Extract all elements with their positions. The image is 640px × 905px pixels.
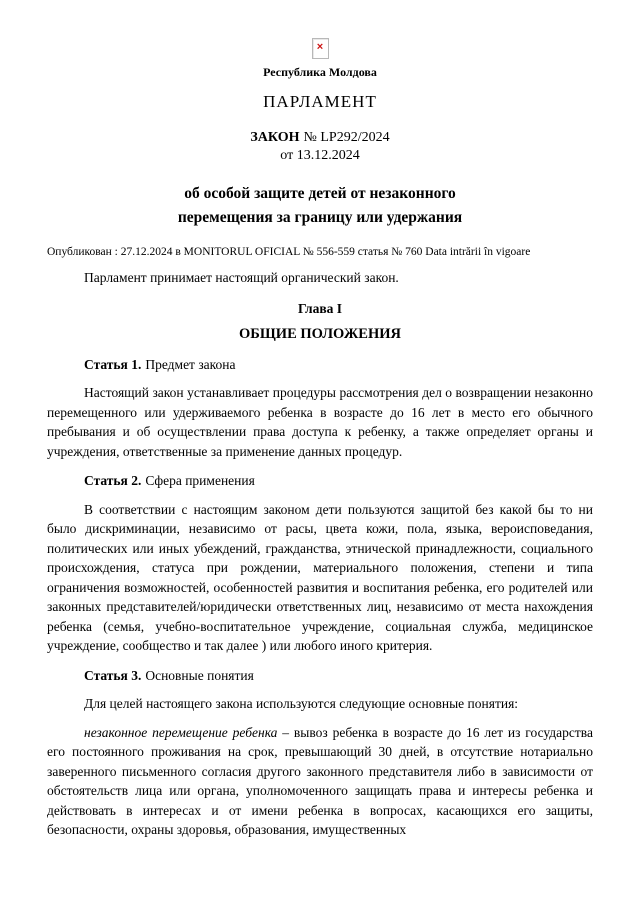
document-title-line2: перемещения за границу или удержания	[177, 209, 463, 226]
broken-image-icon	[312, 38, 329, 59]
chapter-title: ОБЩИЕ ПОЛОЖЕНИЯ	[239, 326, 401, 342]
article-1-title: Предмет закона	[145, 356, 236, 372]
article-3-heading	[47, 666, 593, 686]
article-1-label: Статья 1.	[84, 356, 142, 372]
article-2-title: Сфера применения	[145, 473, 255, 488]
article-2-body: В соответствии с настоящим законом дети пользуются защитой без какой бы то ни было дискриминации, независимо от расы, цвета кожи, пола, языка, вероисповедания, политических или иных убеждений, гражданства, этнической принадлежности, социального происхождения, статуса при рождении, материального положения, степени и типа ограничения возможностей, особенностей развития и воспитания ребенка, его родителей или законных представителей/юридически ответственных лиц, независимо от места нахождения ребенка (семья, учебно-воспитательное учреждение, социальная служба, медицинское учреждение, сообщество и так далее ) или любого иного критерия.	[47, 501, 593, 653]
article-3-title: Основные понятия	[145, 667, 254, 683]
law-label: ЗАКОН	[250, 130, 300, 145]
definition-term: незаконное перемещение ребенка	[84, 724, 278, 740]
law-date: от 13.12.2024	[280, 148, 360, 163]
law-number: № LP292/2024	[303, 130, 390, 145]
intro-paragraph: Парламент принимает настоящий органический закон.	[84, 270, 399, 285]
document-title-line1: об особой защите детей от незаконного	[184, 185, 456, 202]
broken-image-x-glyph: ×	[316, 41, 324, 53]
law-number-line	[47, 129, 593, 147]
definition-paragraph	[47, 723, 593, 840]
article-2-label: Статья 2.	[84, 473, 142, 488]
country-label: Республика Молдова	[263, 65, 377, 79]
institution-title: ПАРЛАМЕНТ	[263, 92, 377, 111]
definition-text: – вывоз ребенка в возрасте до 16 лет из государства его постоянного проживания на срок, превышающий 30 дней, в отсутствие нотариально заверенного письменного согласия другого законного представителя либо в зависимости от обстоятельств лица или органа, уполномоченного защищать права и интересы ребенка и действовать в интересах и от имени ребенка в вопросах, касающихся его защиты, безопасности, охраны здоровья, образования, имущественных	[47, 724, 593, 837]
article-3-label: Статья 3.	[84, 667, 142, 683]
publication-line: Опубликован : 27.12.2024 в MONITORUL OFICIAL № 556-559 статья № 760 Data intrării în vigoare	[47, 246, 531, 258]
document-title	[47, 182, 593, 230]
article-1-body: Настоящий закон устанавливает процедуры рассмотрения дел о возвращении незаконно перемещенного или удерживаемого ребенка в возрасте до 16 лет в место его обычного пребывания и об осуществлении права доступа к ребенку, а также определяет органы и учреждения, ответственные за применение данных процедур.	[47, 385, 593, 459]
article-2-heading	[47, 471, 593, 491]
article-1-heading	[47, 355, 593, 375]
article-3-body: Для целей настоящего закона используются следующие основные понятия:	[84, 696, 519, 711]
chapter-number: Глава I	[297, 300, 343, 316]
